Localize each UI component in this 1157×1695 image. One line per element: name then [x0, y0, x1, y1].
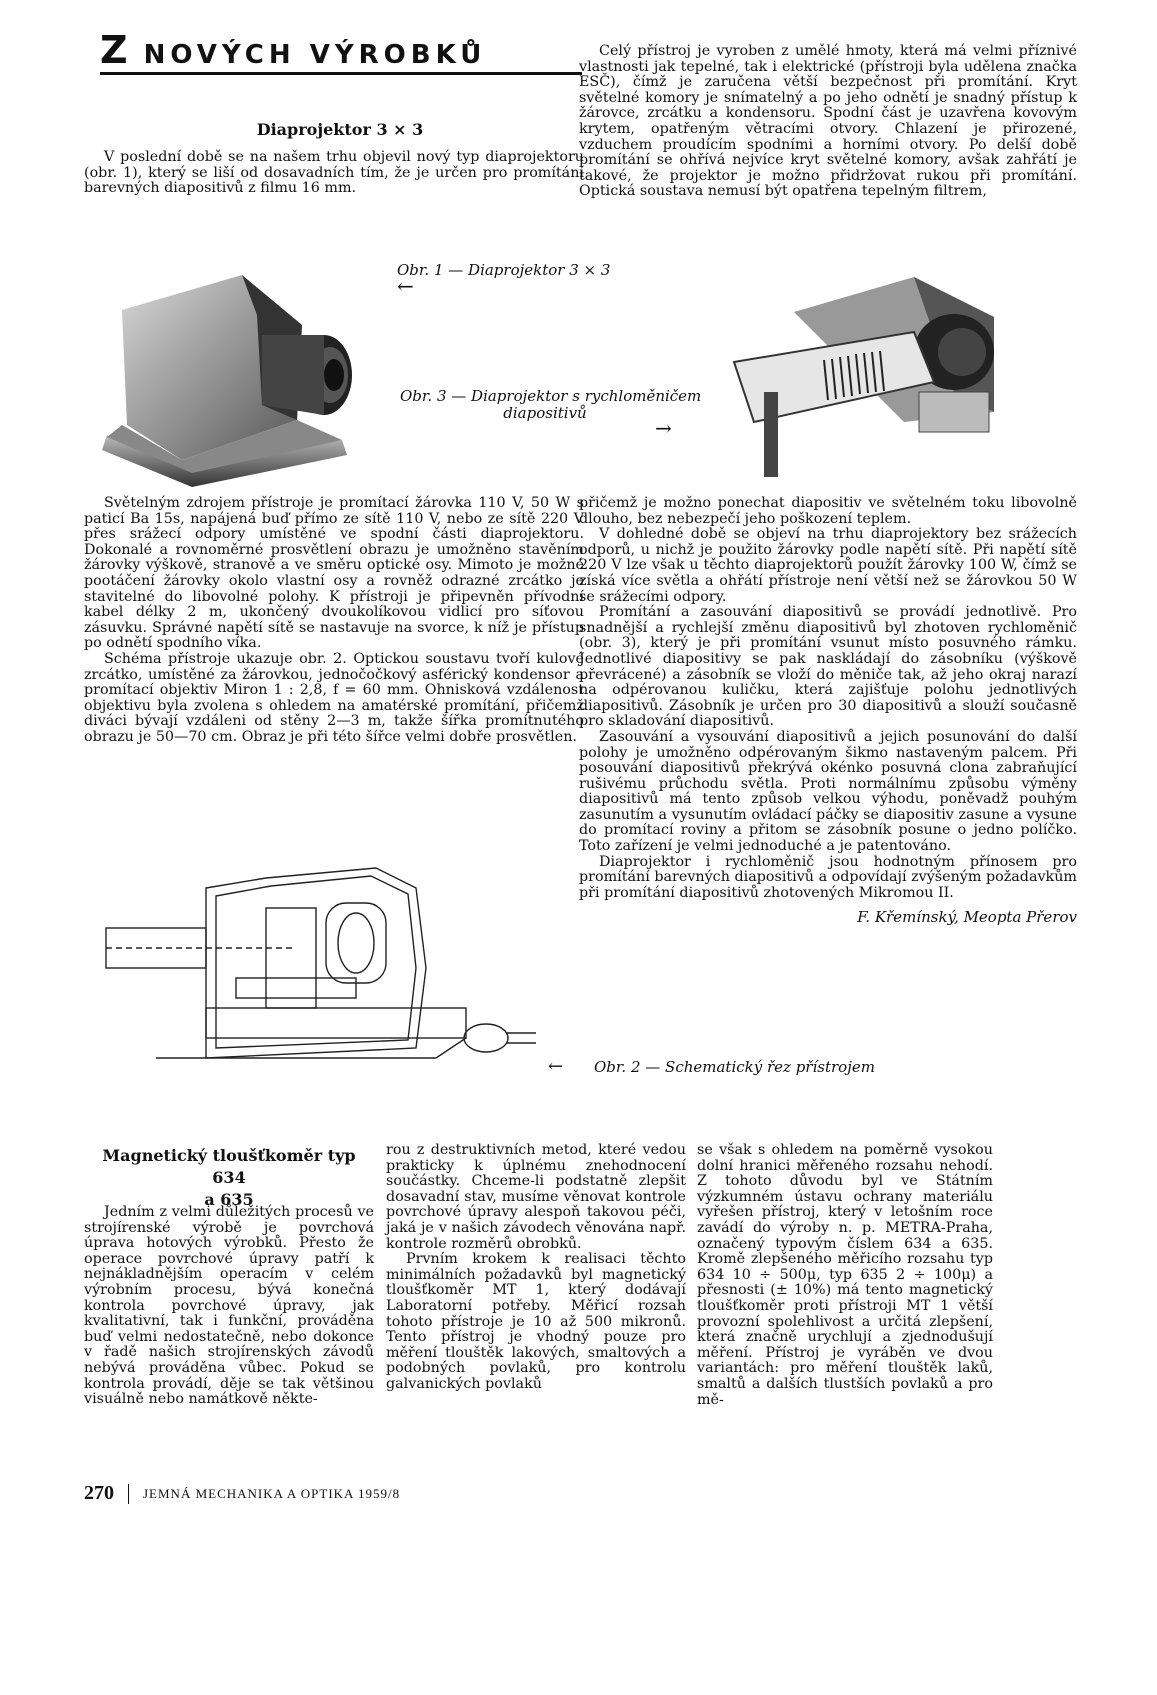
section-title: Z NOVÝCH VÝROBKŮ	[100, 28, 487, 72]
article2-column-3	[697, 1143, 993, 1408]
page-footer	[84, 1482, 684, 1505]
article1-intro	[84, 150, 584, 197]
article1-right-paragraph-2: V dohledné době se objeví na trhu diaprojektory bez srážecích odporů, u nichž je použito žárovky podle napětí sítě. Při napětí sítě 220 V lze však u těchto diaprojektorů použít žárovky 100 W, čímž se získá více světla a ohřátí přístroje není větší než se žárovkou 50 W se srážecími odpory.	[579, 526, 1077, 605]
article1-intro-paragraph: V poslední době se na našem trhu objevil nový typ diaprojektoru (obr. 1), který se liší od dosavadních tím, že je určen pro promítání barevných diapositivů z filmu 16 mm.	[84, 149, 584, 197]
page-number: 270	[84, 1482, 114, 1504]
article2-title-line2: a 635	[204, 1190, 254, 1209]
article2-column-1	[84, 1205, 374, 1408]
article1-left-paragraph-2: Schéma přístroje ukazuje obr. 2. Optickou soustavu tvoří kulové zrcátko, umístěné za žárovkou, jednočočkový asférický kondensor a promítací objektiv Miron 1 : 2,8, f = 60 mm. Ohnisková vzdálenost objektivu byla zvolena s ohledem na amatérské promítání, přičemž diváci bývají vzdáleni od stěny 2—3 m, takže šířka promítnutého obrazu je 50—70 cm. Obraz je při této šířce velmi dobře prosvětlen.	[84, 650, 584, 745]
section-header	[100, 28, 580, 72]
figure1-caption: Obr. 1 — Diaprojektor 3 × 3	[397, 261, 611, 279]
figure1-arrow: ←	[397, 274, 414, 298]
article2-column-2-paragraph-1: rou z destruktivních metod, které vedou prakticky k úplnému znehodnocení součástky. Chceme-li podstatně zlepšit dosavadní stav, musíme věnovat kontrole povrchové úpravy alespoň takovou péči, jaká je v našich závodech věnována např. kontrole rozměrů obrobků.	[386, 1142, 686, 1252]
figure1-photo	[92, 255, 382, 490]
article1-right-paragraph-3: Promítání a zasouvání diapositivů se provádí jednotlivě. Pro snadnější a rychlejší změnu diapositivů byl zhotoven rychloměnič (obr. 3), který je při promítání vsunut místo posuvného rámku. Jednotlivé diapositivy se pak naskládají do zásobníku (výškově převrácené) a zásobník se vloží do měniče tak, až jeho okraj narazí na odpérovanou kuličku, která zajišťuje polohu jednotlivých diapositivů. Zásobník je určen pro 30 diapositivů a slouží současně pro skladování diapositivů.	[579, 604, 1077, 730]
article1-right-paragraph-4: Zasouvání a vysouvání diapositivů a jejich posunování do další polohy je umožněno odpérovaným šikmo nastaveným palcem. Při posouvání diapositivů překrývá okénko posuvná clona zabraňující rušivému průchodu světla. Proti normálnímu způsobu výměny diapositivů má tento způsob velkou výhodu, poněvadž pouhým zasunutím a vysunutím ovládací páčky se diapositiv zasune a vysune do promítací roviny a přitom se zásobník posune o jedno políčko. Toto zařízení je velmi jednoduché a je patentováno.	[579, 728, 1077, 855]
header-rule	[100, 72, 582, 75]
footer-divider	[128, 1484, 129, 1504]
figure2-schematic	[96, 848, 536, 1073]
figure3-arrow: →	[655, 416, 672, 440]
article2-column-2-paragraph-2: Prvním krokem k realisaci těchto minimálních požadavků byl magnetický tloušťkoměr MT 1, který dodávají Laboratorní potřeby. Měřicí rozsah tohoto přístroje je 10 až 500 mikronů. Tento přístroj je vhodný pouze pro měření tlouštěk lakových, smaltových a podobných povlaků, pro kontrolu galvanických povlaků	[386, 1251, 686, 1392]
figure2-arrow: ←	[548, 1056, 564, 1077]
figure2-caption: Obr. 2 — Schematický řez přístrojem	[594, 1058, 875, 1076]
article2-column-1-paragraph: Jedním z velmi důležitých procesů ve strojírenské výrobě je povrchová úprava hotových výrobků. Přesto že operace povrchové úpravy patří k nejnákladnějším operacím v celém výrobním procesu, bývá konečná kontrola povrchové úpravy, jak kvalitativní, tak i funkční, prováděna buď velmi nedostatečně, nebo dokonce v řadě našich strojírenských závodů nebývá prováděna vůbec. Pokud se kontrola provádí, děje se tak většinou visuálně nebo namátkově někte-	[84, 1204, 374, 1408]
figure3-caption-line2: diapositivů	[503, 404, 587, 422]
figure3-photo	[724, 272, 1014, 477]
article1-signature: F. Křemínský, Meopta Přerov	[857, 908, 1077, 927]
figure3-caption-line1: Obr. 3 — Diaprojektor s rychloměničem	[400, 387, 702, 405]
article1-left-column	[84, 496, 584, 746]
article2-title-line1: Magnetický tloušťkoměr typ 634	[102, 1146, 356, 1187]
article2-title	[84, 1145, 374, 1211]
article1-right-top	[579, 44, 1077, 200]
article1-left-paragraph-1: Světelným zdrojem přístroje je promítací žárovka 110 V, 50 W s paticí Ba 15s, napájená buď přímo ze sítě 110 V, nebo ze sítě 220 V přes srážecí odpory umístěné ve spodní části diaprojektoru. Dokonalé a rovnoměrné prosvětlení obrazu je umožněno stavěním žárovky výškově, stranově a ve směru optické osy. Mimoto je možné pootáčení žárovky okolo vlastní osy a rovněž odrazné zrcátko je stavitelné do libovolné polohy. K přístroji je připevněn přívodní kabel délky 2 m, ukončený dvoukolíkovou vidlicí pro síťovou zásuvku. Správné napětí sítě se nastavuje na svorce, k níž je přístup po odnětí spodního víka.	[84, 495, 584, 652]
article2-column-3-paragraph: se však s ohledem na poměrně vysokou dolní hranici měřeného rozsahu nehodí. Z tohoto důvodu byl ve Státním výzkumném ústavu ochrany materiálu vyřešen přístroj, který v letošním roce zavádí do výroby n. p. METRA-Praha, označený typovým číslem 634 a 635. Kromě zlepšeného měřicího rozsahu typ 634 10 ÷ 500μ, typ 635 2 ÷ 100μ) a přesnosti (± 10%) má tento magnetický tloušťkoměr proti přístroji MT 1 větší provozní spolehlivost a určitá zlepšení, která značně urychlují a zjednodušují měření. Přístroj je vyráběn ve dvou variantách: pro měření tlouštěk laků, smaltů a dalších tlustších povlaků a pro mě-	[697, 1142, 993, 1408]
article1-right-paragraph-1: přičemž je možno ponechat diapositiv ve světelném toku libovolně dlouho, bez nebezpečí jeho poškození teplem.	[579, 495, 1077, 527]
journal-name: JEMNÁ MECHANIKA A OPTIKA 1959/8	[143, 1485, 401, 1501]
article1-right-paragraph-5: Diaprojektor i rychloměnič jsou hodnotným přínosem pro promítání barevných diapositivů a odpovídají zvýšeným požadavkům při promítání diapositivů zhotovených Mikromou II.	[579, 853, 1077, 901]
article1-title: Diaprojektor 3 × 3	[256, 120, 424, 139]
article1-right-top-paragraph: Celý přístroj je vyroben z umělé hmoty, která má velmi příznivé vlastnosti jak tepelné, tak i elektrické (přístroji byla udělena značka ESČ), čímž je zaručena větší bezpečnost při promítání. Kryt světelné komory je snímatelný a po jeho odnětí je snadný přístup k žárovce, zrcátku a kondensoru. Spodní část je uzavřena kovovým krytem, opatřeným větracími otvory. Chlazení je přirozené, vzduchem proudícím spodními a horními otvory. Po delší době promítání se ohřívá nejvíce kryt světelné komory, avšak zahřátí je takové, že projektor je možno přidržovat rukou při promítání. Optická soustava nemusí být opatřena tepelným filtrem,	[579, 43, 1077, 200]
article1-right-column	[579, 496, 1077, 926]
article2-column-2	[386, 1143, 686, 1393]
